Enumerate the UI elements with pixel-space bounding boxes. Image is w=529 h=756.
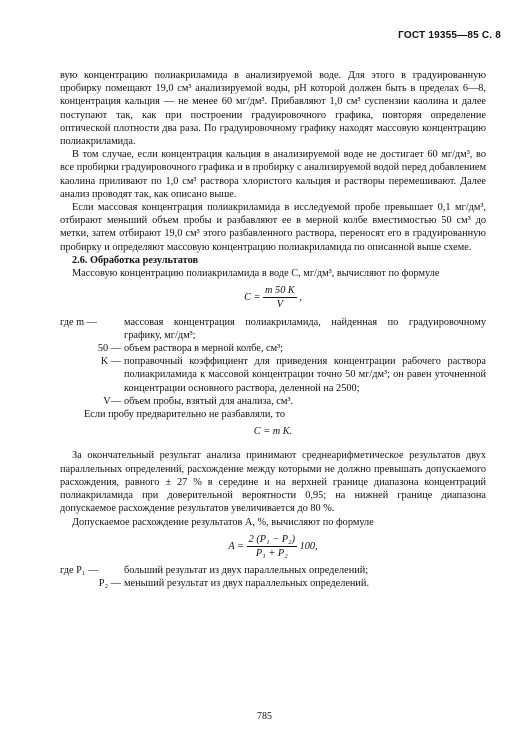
- paragraph-6: За окончательный результат анализа принимают среднеарифметическое результатов двух параллельных определений, расхождение между которыми не должно превышать допускаемого расхождения, равного ± 27 % в середине и на верхней границе диапазона концентраций полиакриламида при доверительной вероятности 0,95; на нижней границе диапазона допускаемое расхождение результатов увеличивается до 80 %.: [60, 450, 486, 515]
- definition-item: [60, 564, 486, 577]
- paragraph-2: В том случае, если концентрация кальция в анализируемой воде не достигает 60 мг/дм³, во все пробирки градуировочного графика и в пробирку с анализируемой водой перед добавлением каолина приливают по 1,0 см³ раствора хлористого кальция и растворы перемешивают. Далее анализ проводят так, как описано выше.: [60, 149, 486, 200]
- formula-lhs: C =: [244, 292, 261, 304]
- definition-symbol: V—: [103, 395, 121, 407]
- formula-concentration: [60, 284, 486, 311]
- definitions-list-1: [60, 316, 486, 408]
- paragraph-7: Допускаемое расхождение результатов A, %, вычисляют по формуле: [72, 516, 374, 528]
- paragraph-1: вую концентрацию полиакриламида в анализируемой воде. Для этого в градуированную пробирку помещают 19,0 см³ анализируемой воды, pH которой должен быть в пределах 6—8, концентрация кальция — не менее 60 мг/дм³. Прибавляют 1,0 см³ суспензии каолина и далее поступают так, как при построении градуировочного графика, повторяя определение оптической плотности два раза. По градуировочному графику находят массовую концентрацию полиакриламида.: [60, 70, 486, 148]
- definition-symbol: где P₁ —: [60, 565, 99, 577]
- formula-tail: 100,: [299, 540, 318, 552]
- definition-text: поправочный коэффициент для приведения концентрации рабочего раствора полиакриламида к массовой концентрации точно 50 мг/дм³; он равен уточненной концентрации основного раствора, деленной на 2500;: [124, 356, 486, 394]
- definitions-list-2: [60, 564, 486, 590]
- definition-text: объем раствора в мерной колбе, см³;: [124, 343, 284, 355]
- definition-symbol: 50 —: [97, 343, 121, 355]
- definition-item: [60, 316, 486, 342]
- formula-denominator: V: [276, 299, 284, 311]
- formula-discrepancy: [60, 533, 486, 560]
- definition-text: больший результат из двух параллельных определений;: [124, 565, 369, 577]
- section-title: 2.6. Обработка результатов: [72, 254, 199, 266]
- page-header: ГОСТ 19355—85 С. 8: [398, 30, 501, 41]
- definition-text: объем пробы, взятый для анализа, см³.: [124, 395, 294, 407]
- definition-item: [60, 395, 486, 408]
- page-number: 785: [257, 711, 272, 722]
- formula-fraction: [263, 284, 297, 311]
- formula-numerator: m 50 K: [263, 284, 297, 298]
- definition-item: [60, 342, 486, 355]
- paragraph-3: Если массовая концентрация полиакриламида в исследуемой пробе превышает 0,1 мг/дм³, отбирают меньший объем пробы и разбавляют ее в мерной колбе вместимостью 50 см³ до метки, затем отбирают 19,0 см³ этого разбавленного раствора, переносят его в градуированную пробирку и определяют массовую концентрацию полиакриламида по описанной выше схеме.: [60, 202, 486, 253]
- formula-numerator: 2 (P₁ − P₂): [247, 533, 297, 547]
- page-body: [60, 69, 486, 591]
- formula-denominator: P₁ + P₂: [255, 547, 288, 559]
- definition-text: массовая концентрация полиакриламида, найденная по градуировочному графику, мг/дм³;: [124, 316, 486, 341]
- definition-symbol: K —: [100, 356, 121, 368]
- formula-tail: ,: [299, 292, 302, 304]
- formula-fraction: [247, 533, 297, 560]
- definition-symbol: P₂ —: [98, 578, 121, 590]
- formula-undiluted: C = m K.: [253, 426, 293, 438]
- paragraph-5: Если пробу предварительно не разбавляли, то: [84, 409, 286, 421]
- paragraph-4: Массовую концентрацию полиакриламида в воде C, мг/дм³, вычисляют по формуле: [72, 268, 440, 280]
- definition-symbol: где m —: [60, 316, 97, 328]
- definition-text: меньший результат из двух параллельных определений.: [124, 578, 370, 590]
- definition-item: [60, 577, 486, 590]
- definition-item: [60, 355, 486, 395]
- formula-lhs: A =: [228, 540, 245, 552]
